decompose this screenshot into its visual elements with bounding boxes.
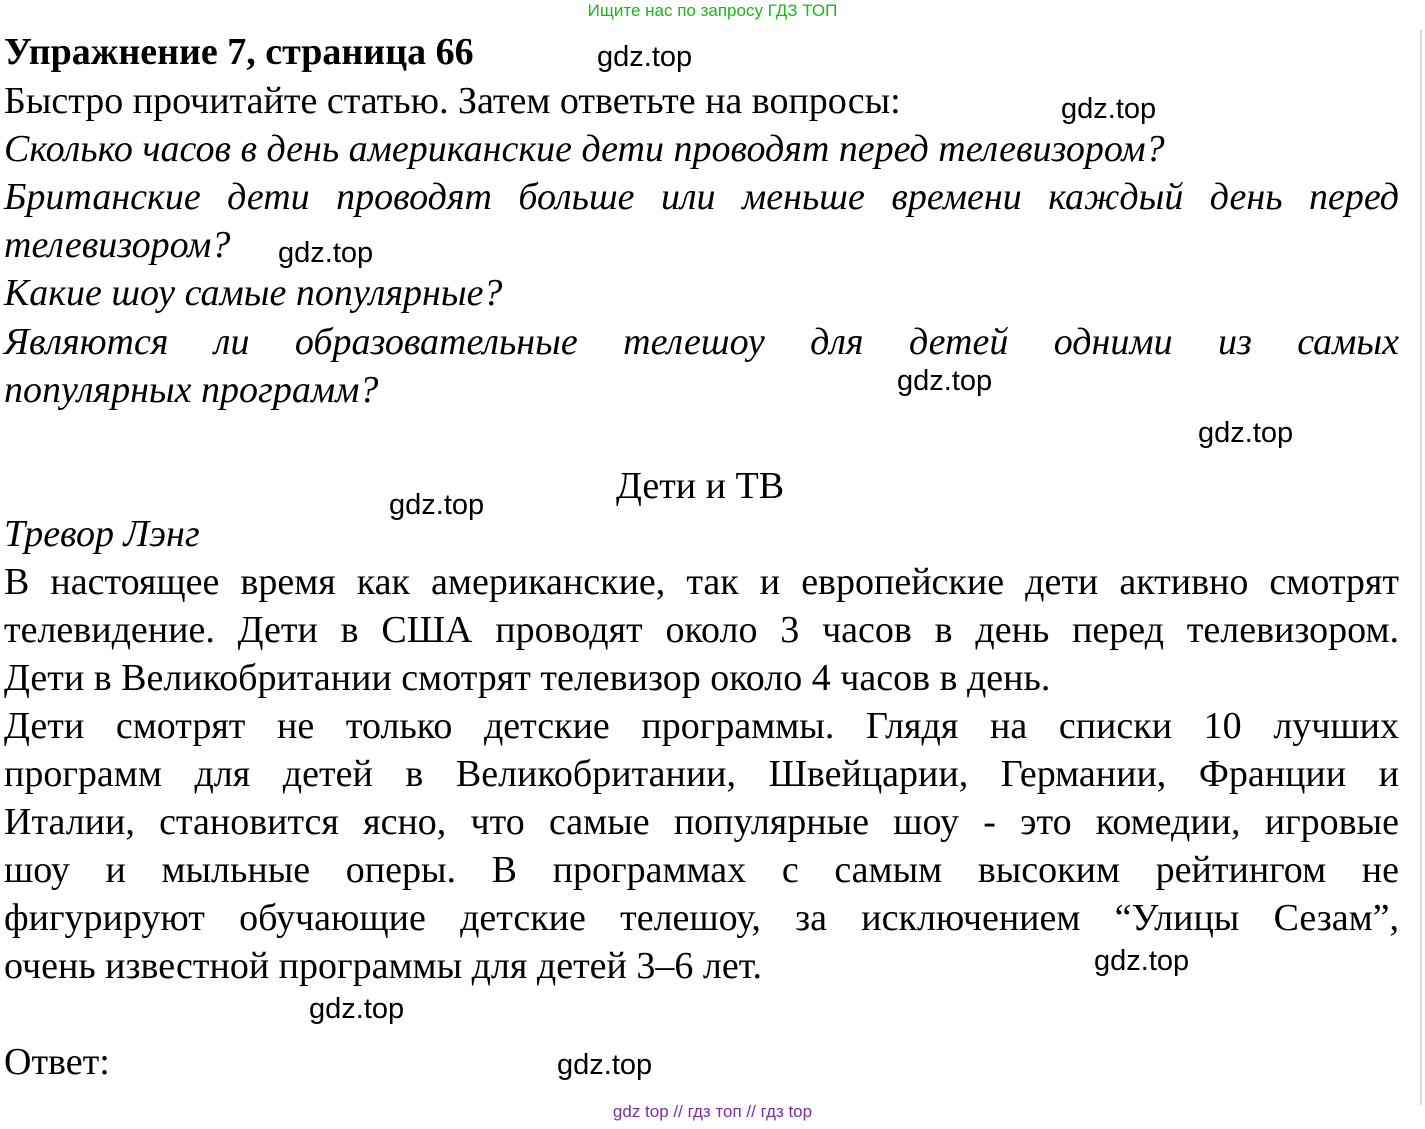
question-line: Являются ли образовательные телешоу для детей одними из самых: [4, 321, 1399, 363]
top-banner[interactable]: Ищите нас по запросу ГДЗ ТОП: [587, 1, 838, 20]
watermark: gdz.top: [897, 365, 993, 397]
watermark: gdz.top: [309, 993, 405, 1025]
watermark: gdz.top: [278, 237, 374, 269]
watermark: gdz.top: [1061, 93, 1157, 125]
question-line: Сколько часов в день американские дети проводят перед телевизором?: [4, 128, 1165, 170]
exercise-heading: Упражнение 7, страница 66: [4, 31, 474, 73]
article-line: Италии, становится ясно, что самые популярные шоу - это комедии, игровые: [4, 801, 1399, 843]
footer-links[interactable]: gdz top // гдз топ // гдз top: [612, 1102, 813, 1121]
instruction-text: Быстро прочитайте статью. Затем ответьте на вопросы:: [4, 80, 901, 122]
question-line: популярных программ?: [4, 369, 379, 411]
watermark: gdz.top: [557, 1049, 653, 1081]
watermark: gdz.top: [1094, 945, 1190, 977]
watermark: gdz.top: [1198, 417, 1294, 449]
question-line: Какие шоу самые популярные?: [4, 272, 503, 314]
article-line: телевидение. Дети в США проводят около 3 часов в день перед телевизором.: [4, 609, 1399, 651]
article-line: шоу и мыльные оперы. В программах с самым высоким рейтингом не: [4, 849, 1399, 891]
article-line: фигурируют обучающие детские телешоу, за исключением “Улицы Сезам”,: [4, 897, 1399, 939]
article-line: В настоящее время как американские, так и европейские дети активно смотрят: [4, 561, 1399, 603]
watermark: gdz.top: [389, 489, 485, 521]
article-author: Тревор Лэнг: [4, 513, 200, 555]
article-line: очень известной программы для детей 3–6 лет.: [4, 945, 762, 987]
question-line: телевизором?: [4, 224, 231, 266]
answer-label: Ответ:: [4, 1041, 110, 1083]
article-title: Дети и ТВ: [615, 465, 785, 507]
article-line: Дети в Великобритании смотрят телевизор около 4 часов в день.: [4, 657, 1051, 699]
article-line: программ для детей в Великобритании, Швейцарии, Германии, Франции и: [4, 753, 1399, 795]
right-border: [1420, 30, 1422, 1105]
question-line: Британские дети проводят больше или меньше времени каждый день перед: [4, 176, 1399, 218]
watermark: gdz.top: [597, 41, 693, 73]
article-line: Дети смотрят не только детские программы. Глядя на списки 10 лучших: [4, 705, 1399, 747]
